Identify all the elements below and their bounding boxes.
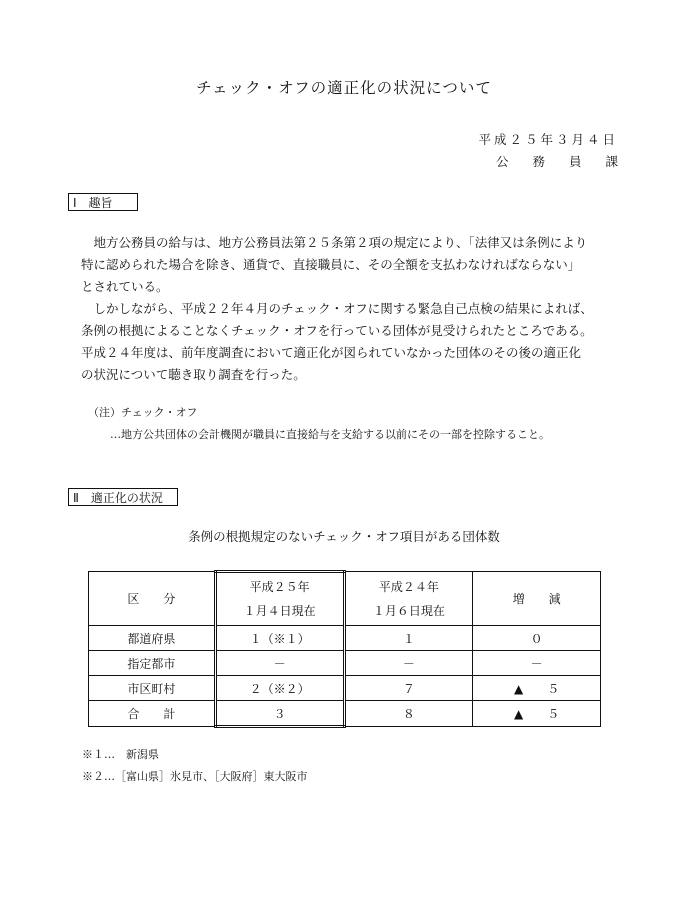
cell-h25: ２（※２）: [215, 676, 344, 701]
note-label: （注）チェック・オフ: [88, 406, 198, 419]
header-category: 区 分: [89, 572, 216, 626]
cell-change: ▲ ５: [473, 676, 601, 701]
paragraph-line: の状況について聴き取り調査を行った。: [81, 367, 306, 382]
cell-change: －: [473, 651, 601, 676]
department-char: 員: [568, 154, 582, 169]
header-h24-line2: １月６日現在: [372, 603, 445, 618]
department: [496, 152, 618, 170]
cell-category: 合 計: [89, 701, 216, 727]
table-row-total: [89, 701, 601, 727]
cell-h24: ８: [344, 701, 473, 727]
cell-category: 都道府県: [89, 626, 216, 651]
purpose-paragraph: [81, 232, 621, 386]
section-heading-status: Ⅱ 適正化の状況: [68, 488, 178, 506]
cell-category: 指定都市: [89, 651, 216, 676]
header-h25: [215, 572, 344, 626]
cell-category: 市区町村: [89, 676, 216, 701]
header-change: 増 減: [473, 572, 601, 626]
paragraph-line: 特に認められた場合を除き、通貨で、直接職員に、その全額を支払わなければならない」: [81, 257, 581, 272]
cell-h25: ３: [215, 701, 344, 727]
table-header-row: [89, 572, 601, 626]
table-row: [89, 651, 601, 676]
cell-h24: １: [344, 626, 473, 651]
cell-h24: ７: [344, 676, 473, 701]
paragraph-line: しかしながら、平成２２年４月のチェック・オフに関する緊急自己点検の結果によれば、: [81, 301, 593, 316]
paragraph-line: 平成２４年度は、前年度調査において適正化が図られていなかった団体のその後の適正化: [81, 345, 582, 360]
header-h25-line2: １月４日現在: [243, 604, 316, 618]
note-text: …地方公共団体の会計機関が職員に直接給与を支給する以前にその一部を控除すること。: [110, 428, 550, 441]
department-char: 課: [605, 154, 618, 169]
paragraph-line: とされている。: [81, 279, 169, 294]
cell-h25: －: [215, 651, 344, 676]
cell-change: ０: [473, 626, 601, 651]
footnote-1: ※１… 新潟県: [82, 748, 159, 761]
status-table: [88, 570, 601, 728]
cell-change: ▲ ５: [473, 701, 601, 727]
department-char: 務: [532, 154, 545, 169]
paragraph-line: 地方公務員の給与は、地方公務員法第２５条第２項の規定により、「法律又は条例により: [81, 235, 588, 250]
document-date: 平成２５年３月４日: [478, 132, 618, 147]
department-char: 公: [496, 154, 509, 169]
header-h25-line1: 平成２５年: [249, 580, 310, 594]
section-heading-purpose: Ⅰ 趣旨: [68, 193, 138, 211]
table-row: [89, 676, 601, 701]
page-title: チェック・オフの適正化の状況について: [196, 79, 492, 97]
table-caption: 条例の根拠規定のないチェック・オフ項目がある団体数: [188, 529, 500, 544]
header-h24: [344, 572, 473, 626]
table-row: [89, 626, 601, 651]
cell-h25: １（※１）: [215, 626, 344, 651]
cell-h24: －: [344, 651, 473, 676]
paragraph-line: 条例の根拠によることなくチェック・オフを行っている団体が見受けられたところである。: [81, 323, 593, 338]
header-h24-line1: 平成２４年: [378, 579, 439, 594]
footnote-2: ※２…［富山県］氷見市、［大阪府］東大阪市: [82, 770, 308, 783]
